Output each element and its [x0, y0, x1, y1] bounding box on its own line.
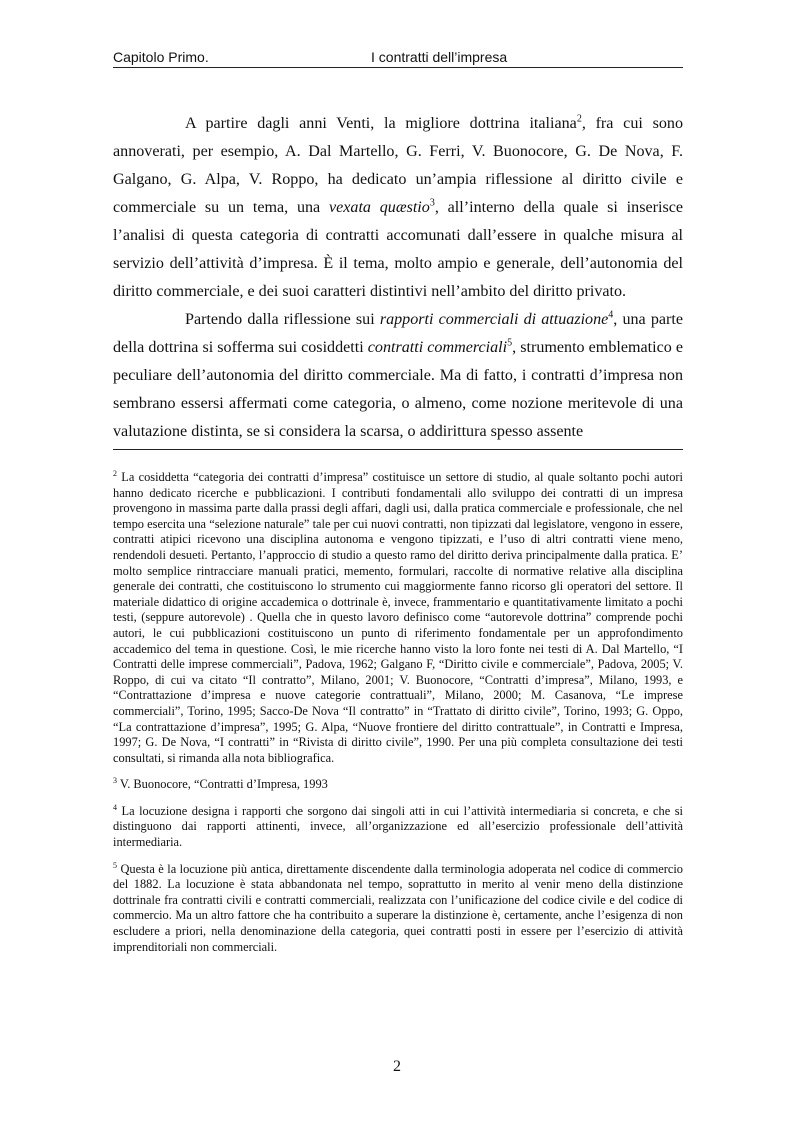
- footnote-ref-2[interactable]: 2: [576, 113, 582, 125]
- p1-text-b: , fra cui sono annoverati, per esempio, A. Dal Martello, G. Ferri, V. Buonocore, G. De Nova, F. Galgano, G. Alpa, V. Roppo, ha dedicato un’ampia riflessione al diritto civile e commerciale su un tema, una: [113, 115, 683, 216]
- footnote-separator: [113, 449, 683, 450]
- footnote-2: [113, 470, 683, 766]
- p2-text-a: Partendo dalla riflessione sui: [185, 311, 380, 328]
- p1-text-a: A partire dagli anni Venti, la migliore dottrina italiana: [185, 115, 577, 132]
- p2-text-b: , una parte della dottrina si sofferma sui cosiddetti: [113, 311, 683, 356]
- footnote-text: La cosiddetta “categoria dei contratti d’impresa” costituisce un settore di studio, al quale soltanto pochi autori hanno dedicato ricerche e pubblicazioni. I contributi fondamentali allo sviluppo dei contratti di un impresa provengono in massima parte dalla prassi degli affari, dagli usi, dalla pratica commerciale e professionale, che nel tempo esercita una “selezione naturale” tale per cui nuovi contratti, non tipizzati dal legislatore, vengono in essere, contratti atipici ricevono una disciplina autonoma e vengono tipizzati, e l’uso di altri contratti viene meno, rendendoli desueti. Pertanto, l’approccio di studio a questo ramo del diritto deriva principalmente dalla pratica. E’ molto semplice rintracciare manuali pratici, memento, formulari, raccolte di normative relative alla disciplina generale dei contratti, che costituiscono lo strumento cui maggiormente fanno ricorso gli operatori del settore. Il materiale didattico di origine accademica o dottrinale è, invece, frammentario e quantitativamente limitato a pochi testi, (seppure autorevole) . Quella che in questo lavoro definisco come “autorevole dottrina” comprende pochi autori, le cui pubblicazioni costituiscono un punto di riferimento fondamentale per un approfondimento accademico del tema in questione. Così, le mie ricerche hanno visto la loro fonte nei testi di A. Dal Martello, “I Contratti delle imprese commerciali”, Padova, 1962; Galgano F, “Diritto civile e commerciale”, Padova, 2005; V. Roppo, di cui va citato “Il contratto”, Milano, 2001; V. Buonocore, “Contratti d’impresa”, Milano, 1993, e “Contrattazione d’impresa e nuove categorie contrattuali”, Milano, 2000; M. Casanova, “Le imprese commerciali”, Torino, 1995; Sacco-De Nova “Il contratto” in “Trattato di diritto civile”, Torino, 1993; G. Oppo, “La contrattazione d’impresa”, 1995; G. Alpa, “Nuove frontiere del diritto contrattuale”, in Contratti e Impresa, 1997; G. De Nova, “I contratti” in “Rivista di diritto civile”, 1990. Per una più completa consultazione dei testi consultati, si rimanda alla nota bibliografica.: [113, 470, 683, 765]
- p2-italic-term-2: contratti commerciali: [367, 339, 508, 356]
- paragraph-2: [113, 306, 683, 446]
- footnote-ref-5[interactable]: 5: [507, 337, 513, 349]
- footnote-number: 5: [113, 860, 117, 870]
- footnote-number: 2: [113, 468, 117, 478]
- footnote-text: La locuzione designa i rapporti che sorgono dai singoli atti in cui l’attività intermediaria si concreta, e che si distinguono dai rapporti attinenti, invece, all’organizzazione ed all’esercizio professionale dell’attività intermediaria.: [113, 803, 683, 850]
- footnote-text: Questa è la locuzione più antica, direttamente discendente dalla terminologia adoperata nel codice di commercio del 1882. La locuzione è stata abbandonata nel tempo, soprattutto in merito al venir meno della distinzione dottrinale fra contratti civili e contratti commerciali, realizzata con l’unificazione del codice civile e del codice di commercio. Ma un altro fattore che ha contribuito a superare la distinzione è, certamente, anche l’esigenza di non escludere a priori, nella denominazione della categoria, quei contratti posti in essere per l’esercizio di attività imprenditoriali non commerciali.: [113, 861, 683, 954]
- header-title: I contratti dell’impresa: [371, 49, 508, 65]
- running-header: [113, 47, 683, 68]
- p1-italic-term: vexata quæstio: [328, 199, 430, 216]
- paragraph-1: [113, 110, 683, 306]
- footnote-ref-4[interactable]: 4: [608, 309, 614, 321]
- footnote-4: [113, 804, 683, 851]
- footnote-5: [113, 862, 683, 956]
- p2-italic-term-1: rapporti commerciali di attuazione: [379, 311, 609, 328]
- p2-text-c: , strumento emblematico e peculiare dell’autonomia del diritto commerciale. Ma di fatto, i contratti d’impresa non sembrano essersi affermati come categoria, o almeno, come nozione meritevole di una valutazione distinta, se si considera la scarsa, o addirittura spesso assente: [113, 339, 683, 440]
- footnote-number: 3: [113, 776, 117, 786]
- footnote-3: [113, 777, 683, 793]
- footnote-text: V. Buonocore, “Contratti d’Impresa, 1993: [119, 777, 328, 792]
- footnotes: [113, 470, 683, 966]
- main-text: [113, 110, 683, 446]
- chapter-label: Capitolo Primo.: [113, 49, 209, 65]
- footnote-ref-3[interactable]: 3: [429, 197, 435, 209]
- page-number: 2: [393, 1058, 401, 1075]
- footnote-number: 4: [113, 802, 117, 812]
- p1-text-c: , all’interno della quale si inserisce l’analisi di questa categoria di contratti accomunati dall’essere in qualche misura al servizio dell’attività d’impresa. È il tema, molto ampio e generale, dell’autonomia del diritto commerciale, e dei suoi caratteri distintivi nell’ambito del diritto privato.: [113, 199, 683, 300]
